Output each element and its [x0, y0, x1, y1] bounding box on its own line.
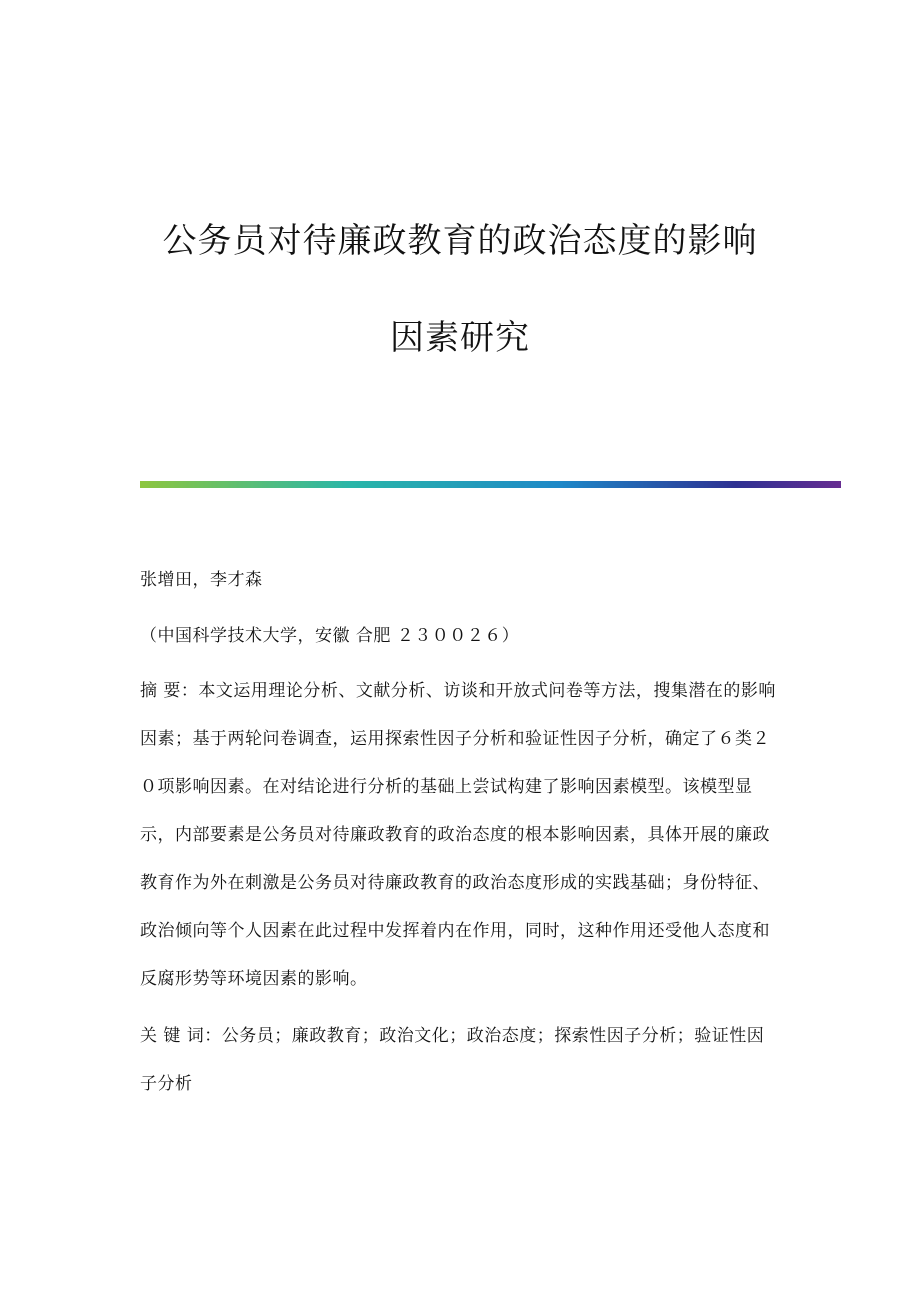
- abstract: [140, 667, 780, 1003]
- keywords-text: 公务员；廉政教育；政治文化；政治态度；探索性因子分析；验证性因子分析: [140, 1026, 765, 1094]
- paper-title-line-2: 因素研究: [390, 318, 530, 358]
- affiliation: （中国科学技术大学，安徽 合肥 ２３００２６）: [140, 626, 520, 646]
- abstract-text: 本文运用理论分析、文献分析、访谈和开放式问卷等方法，搜集潜在的影响因素；基于两轮问卷调查，运用探索性因子分析和验证性因子分析，确定了６类２０项影响因素。在对结论进行分析的基础上尝试构建了影响因素模型。该模型显示，内部要素是公务员对待廉政教育的政治态度的根本影响因素，具体开展的廉政教育作为外在刺激是公务员对待廉政教育的政治态度形成的实践基础；身份特征、政治倾向等个人因素在此过程中发挥着内在作用，同时，这种作用还受他人态度和反腐形势等环境因素的影响。: [140, 681, 776, 989]
- paper-title-line-1: 公务员对待廉政教育的政治态度的影响: [162, 221, 758, 261]
- authors: 张增田，李才森: [140, 570, 263, 590]
- keywords-label: 关 键 词：: [140, 1026, 222, 1046]
- keywords: [140, 1012, 780, 1108]
- title-divider: [140, 481, 841, 488]
- abstract-label: 摘 要：: [140, 681, 199, 701]
